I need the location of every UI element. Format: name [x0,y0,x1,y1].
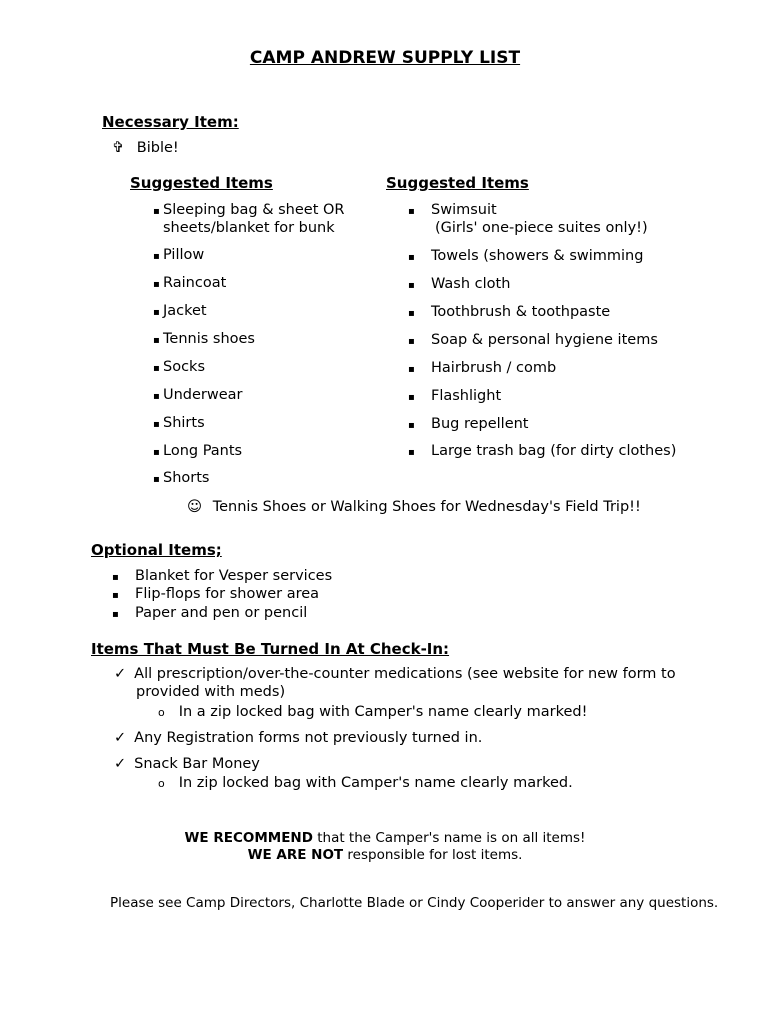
recommend-line-2: WE ARE NOT responsible for lost items. [247,847,523,863]
list-item: ▪ Towels (showers & swimming [408,248,644,264]
circle-bullet-icon: o [158,706,165,719]
checkmark-icon: ✓ [114,756,127,772]
circle-bullet-icon: o [158,777,165,790]
list-item: ▪ Large trash bag (for dirty clothes) [408,443,677,459]
list-item: ▪ Sleeping bag & sheet OR [153,202,345,218]
list-item: ✓ All prescription/over-the-counter medications (see website for new form to [114,666,676,682]
list-item: ▪ Long Pants [153,443,243,459]
list-item: ▪ Hairbrush / comb [408,360,557,376]
list-item: ▪ Wash cloth [408,276,511,292]
cross-icon: ✞ [112,140,125,156]
sub-item: o In a zip locked bag with Camper's name clearly marked! [158,704,588,720]
list-item: ▪ Underwear [153,387,243,403]
list-item: ▪ Blanket for Vesper services [112,568,333,584]
list-item: ▪ Soap & personal hygiene items [408,332,658,348]
recommend-line-1: WE RECOMMEND that the Camper's name is on all items! [184,830,586,846]
list-item: ▪ Tennis shoes [153,331,255,347]
necessary-heading: Necessary Item: [102,113,239,131]
checkin-heading: Items That Must Be Turned In At Check-In: [91,640,450,658]
page-title: CAMP ANDREW SUPPLY LIST [249,48,521,68]
list-item-continued: provided with meds) [136,684,286,700]
list-item: ▪ Paper and pen or pencil [112,605,308,621]
field-trip-note-text: Tennis Shoes or Walking Shoes for Wednesday's Field Trip!! [212,499,641,515]
sub-item: o In zip locked bag with Camper's name clearly marked. [158,775,573,791]
list-item: ✓ Any Registration forms not previously turned in. [114,730,483,746]
list-item: ▪ Raincoat [153,275,227,291]
smiley-icon: ☺ [187,499,203,515]
necessary-item-label: Bible! [136,140,179,156]
list-item-continued: (Girls' one-piece suites only!) [435,220,648,236]
list-item: ▪ Flashlight [408,388,502,404]
suggested-left-heading: Suggested Items [130,174,273,192]
suggested-right-heading: Suggested Items [386,174,529,192]
checkmark-icon: ✓ [114,730,127,746]
list-item: ▪ Bug repellent [408,416,529,432]
checkmark-icon: ✓ [114,666,127,682]
list-item: ▪ Jacket [153,303,207,319]
list-item-continued: sheets/blanket for bunk [163,220,335,236]
list-item: ▪ Swimsuit [408,202,497,218]
list-item: ▪ Toothbrush & toothpaste [408,304,611,320]
list-item: ✓ Snack Bar Money [114,756,260,772]
optional-heading: Optional Items; [91,541,222,559]
list-item: ▪ Shorts [153,470,210,486]
list-item: ▪ Socks [153,359,205,375]
necessary-item [112,140,179,156]
list-item: ▪ Pillow [153,247,205,263]
footer-note: Please see Camp Directors, Charlotte Blade or Cindy Cooperider to answer any questions. [110,895,719,911]
field-trip-note [187,499,641,515]
list-item: ▪ Shirts [153,415,205,431]
list-item: ▪ Flip-flops for shower area [112,586,320,602]
